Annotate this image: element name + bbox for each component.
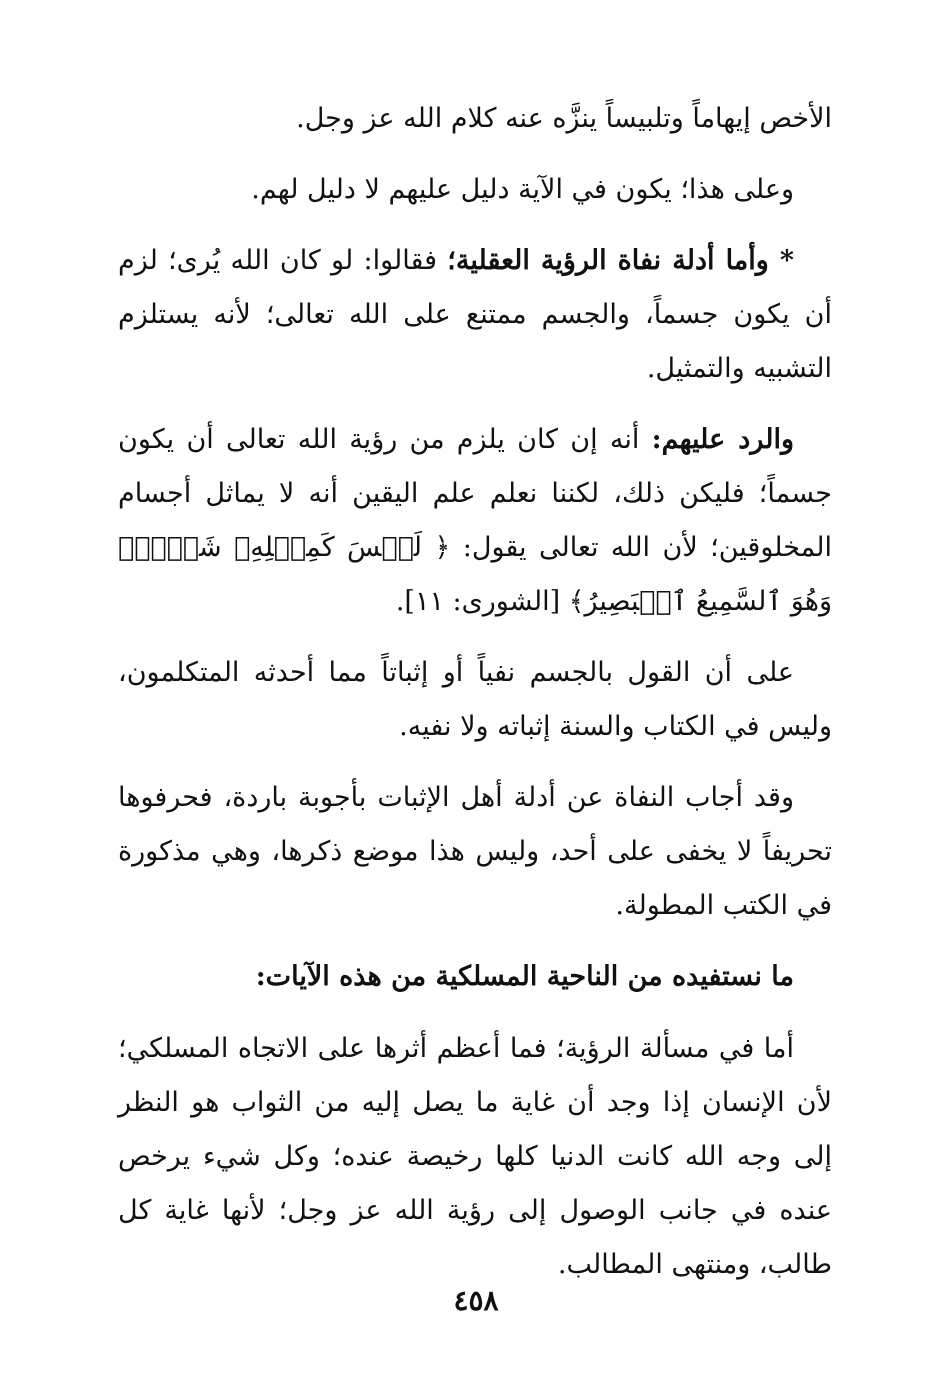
- quran-verse: ﴿ لَيۡسَ كَمِثۡلِهِۦ شَيۡءٞۖ وَهُوَ ٱلسَّمِيعُ ٱلۡبَصِيرُ﴾: [118, 532, 832, 617]
- verse-reference: [الشورى: ١١].: [395, 586, 569, 617]
- paragraph-body-statement: [118, 646, 832, 754]
- paragraph-text: على أن القول بالجسم نفياً أو إثباتاً مما أحدثه المتكلمون، وليس في الكتاب والسنة إثباته ولا نفيه.: [118, 657, 832, 742]
- paragraph-behavioral-benefit: [118, 1022, 832, 1292]
- paragraph-text: أنه إن كان يلزم من رؤية الله تعالى أن يكون جسماً؛ فليكن ذلك، لكننا نعلم علم اليقين أنه لا يماثل أجسام المخلوقين؛ لأن الله تعالى يقول:: [118, 424, 832, 563]
- paragraph-rational-evidence: [118, 234, 832, 396]
- paragraph-text: الأخص إيهاماً وتلبيساً ينزَّه عنه كلام الله عز وجل.: [296, 103, 832, 134]
- paragraph-text: فقالوا: لو كان الله يُرى؛ لزم أن يكون جسماً، والجسم ممتنع على الله تعالى؛ لأنه يستلزم التشبيه والتمثيل.: [118, 245, 832, 384]
- paragraph-deniers-answers: [118, 771, 832, 933]
- paragraph-conclusion: [118, 163, 832, 217]
- paragraph-text: وقد أجاب النفاة عن أدلة أهل الإثبات بأجوبة باردة، فحرفوها تحريفاً لا يخفى على أحد، وليس هذا موضع ذكرها، وهي مذكورة في الكتب المطولة.: [118, 782, 832, 921]
- section-heading: ما نستفيده من الناحية المسلكية من هذه الآيات:: [255, 961, 794, 992]
- paragraph-rebuttal: [118, 413, 832, 629]
- section-lead: * وأما أدلة نفاة الرؤية العقلية؛: [447, 245, 794, 276]
- paragraph-continuation: [118, 92, 832, 146]
- paragraph-text: أما في مسألة الرؤية؛ فما أعظم أثرها على الاتجاه المسلكي؛ لأن الإنسان إذا وجد أن غاية ما يصل إليه من الثواب هو النظر إلى وجه الله كانت الدنيا كلها رخيصة عنده؛ وكل شيء يرخص عنده في جانب الوصول إلى رؤية الله عز وجل؛ لأنها غاية كل طالب، ومنتهى المطالب.: [118, 1033, 832, 1280]
- page-number: ٤٥٨: [453, 1284, 499, 1317]
- paragraph-text: وعلى هذا؛ يكون في الآية دليل عليهم لا دليل لهم.: [251, 174, 794, 205]
- section-lead: والرد عليهم:: [651, 424, 794, 455]
